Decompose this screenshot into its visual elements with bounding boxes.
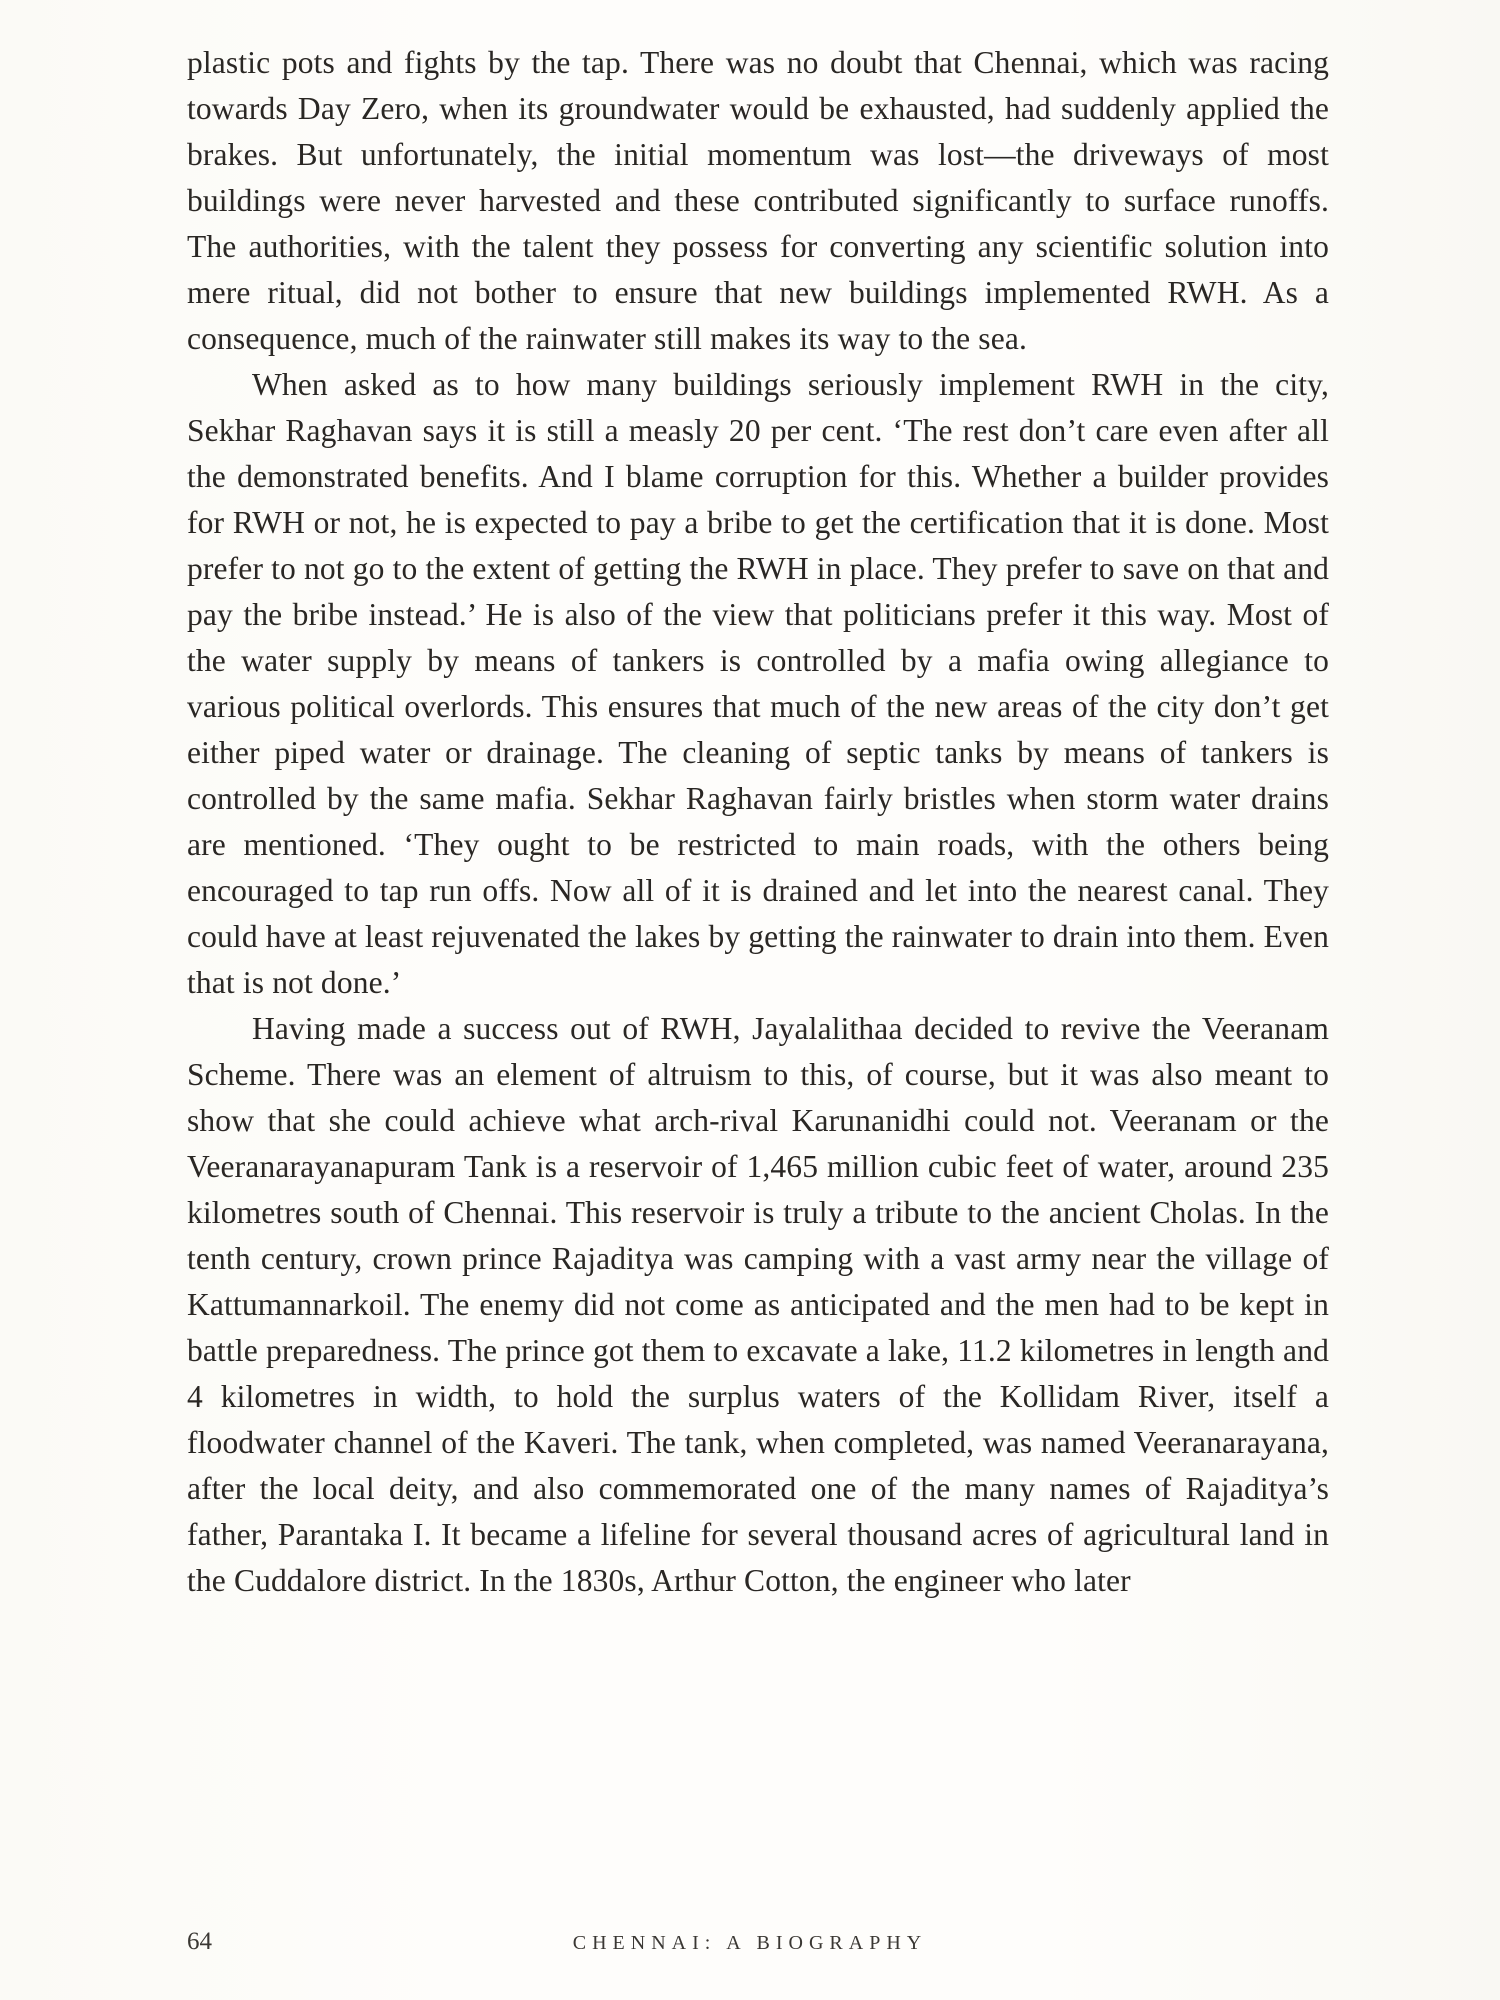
page-number: 64 (187, 1928, 212, 1955)
paragraph-rwh-raghavan: When asked as to how many buildings seriously implement RWH in the city, Sekhar Raghavan says it is still a measly 20 per cent. ‘The rest don’t care even after all the demonstrated benefits. And I blame corruption for this. Whether a builder provides for RWH or not, he is expected to pay a bribe to get the certification that it is done. Most prefer to not go to the extent of getting the RWH in place. They prefer to save on that and pay the bribe instead.’ He is also of the view that politicians prefer it this way. Most of the water supply by means of tankers is controlled by a mafia owing allegiance to various political overlords. This ensures that much of the new areas of the city don’t get either piped water or drainage. The cleaning of septic tanks by means of tankers is controlled by the same mafia. Sekhar Raghavan fairly bristles when storm water drains are mentioned. ‘They ought to be restricted to main roads, with the others being encouraged to tap run offs. Now all of it is drained and let into the nearest canal. They could have at least rejuvenated the lakes by getting the rainwater to drain into them. Even that is not done.’ (187, 367, 1330, 1000)
running-footer-title: CHENNAI: A BIOGRAPHY (572, 1932, 928, 1954)
paragraph-veeranam: Having made a success out of RWH, Jayalalithaa decided to revive the Veeranam Scheme. There was an element of altruism to this, of course, but it was also meant to show that she could achieve what arch-rival Karunanidhi could not. Veeranam or the Veeranarayanapuram Tank is a reservoir of 1,465 million cubic feet of water, around 235 kilometres south of Chennai. This reservoir is truly a tribute to the ancient Cholas. In the tenth century, crown prince Rajaditya was camping with a vast army near the village of Kattumannarkoil. The enemy did not come as anticipated and the men had to be kept in battle preparedness. The prince got them to excavate a lake, 11.2 kilometres in length and 4 kilometres in width, to hold the surplus waters of the Kollidam River, itself a floodwater channel of the Kaveri. The tank, when completed, was named Veeranarayana, after the local deity, and also commemorated one of the many names of Rajaditya’s father, Parantaka I. It became a lifeline for several thousand acres of agricultural land in the Cuddalore district. In the 1830s, Arthur Cotton, the engineer who later (187, 1011, 1329, 1598)
paragraph-continued: plastic pots and fights by the tap. There was no doubt that Chennai, which was racing towards Day Zero, when its groundwater would be exhausted, had suddenly applied the brakes. But unfortunately, the initial momentum was lost—the driveways of most buildings were never harvested and these contributed significantly to surface runoffs. The authorities, with the talent they possess for converting any scientific solution into mere ritual, did not bother to ensure that new buildings implemented RWH. As a consequence, much of the rainwater still makes its way to the sea. (187, 45, 1329, 356)
body-text (187, 40, 1329, 1604)
